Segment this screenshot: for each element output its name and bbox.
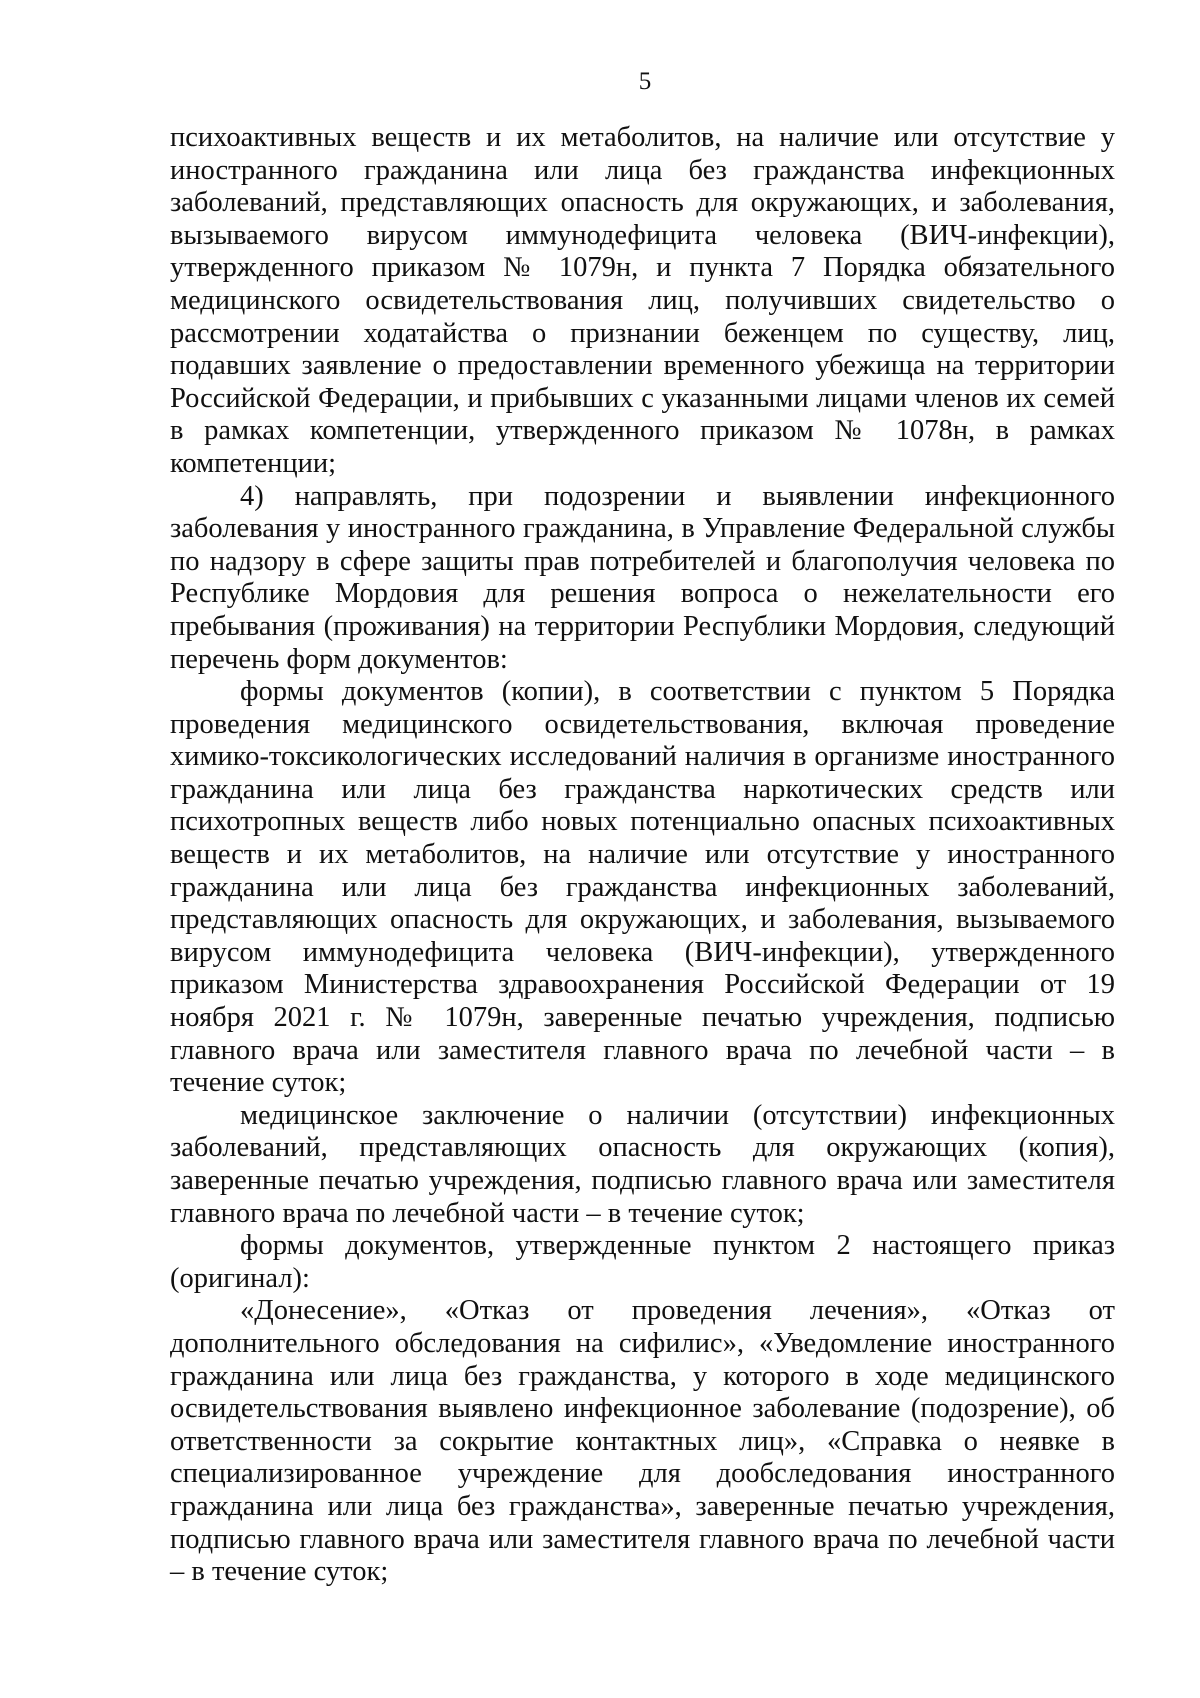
paragraph-forms-list: «Донесение», «Отказ от проведения лечения», «Отказ от дополнительного обследования на сифилис», «Уведомление иностранного гражданина или лица без гражданства, у которого в ходе медицинского освидетельствования выявлено инфекционное заболевание (подозрение), об ответственности за сокрытие контактных лиц», «Справка о неявке в специализированное учреждение для дообследования иностранного гражданина или лица без гражданства», заверенные печатью учреждения, подписью главного врача или заместителя главного врача по лечебной части – в течение суток; (170, 1295, 1115, 1588)
paragraph-forms-original: формы документов, утвержденные пунктом 2 настоящего приказ (оригинал): (170, 1230, 1115, 1294)
paragraph-forms-copies: формы документов (копии), в соответствии с пунктом 5 Порядка проведения медицинского освидетельствования, включая проведение химико-токсикологических исследований наличия в организме иностранного гражданина или лица без гражданства наркотических средств или психотропных веществ либо новых потенциально опасных психоактивных веществ и их метаболитов, на наличие или отсутствие у иностранного гражданина или лица без гражданства инфекционных заболеваний, представляющих опасность для окружающих, и заболевания, вызываемого вирусом иммунодефицита человека (ВИЧ-инфекции), утвержденного приказом Министерства здравоохранения Российской Федерации от 19 ноября 2021 г. № 1079н, заверенные печатью учреждения, подписью главного врача или заместителя главного врача по лечебной части – в течение суток; (170, 676, 1115, 1099)
paragraph-item-4: 4) направлять, при подозрении и выявлении инфекционного заболевания у иностранного гражданина, в Управление Федеральной службы по надзору в сфере защиты прав потребителей и благополучия человека по Республике Мордовия для решения вопроса о нежелательности его пребывания (проживания) на территории Республики Мордовия, следующий перечень форм документов: (170, 480, 1115, 675)
document-body (170, 122, 1115, 1589)
page-number: 5 (638, 68, 652, 95)
paragraph-medical-conclusion: медицинское заключение о наличии (отсутствии) инфекционных заболеваний, представляющих опасность для окружающих (копия), заверенные печатью учреждения, подписью главного врача или заместителя главного врача по лечебной части – в течение суток; (170, 1099, 1115, 1229)
paragraph-continuation: психоактивных веществ и их метаболитов, на наличие или отсутствие у иностранного гражданина или лица без гражданства инфекционных заболеваний, представляющих опасность для окружающих, и заболевания, вызываемого вирусом иммунодефицита человека (ВИЧ-инфекции), утвержденного приказом № 1079н, и пункта 7 Порядка обязательного медицинского освидетельствования лиц, получивших свидетельство о рассмотрении ходатайства о признании беженцем по существу, лиц, подавших заявление о предоставлении временного убежища на территории Российской Федерации, и прибывших с указанными лицами членов их семей в рамках компетенции, утвержденного приказом № 1078н, в рамках компетенции; (170, 122, 1115, 479)
